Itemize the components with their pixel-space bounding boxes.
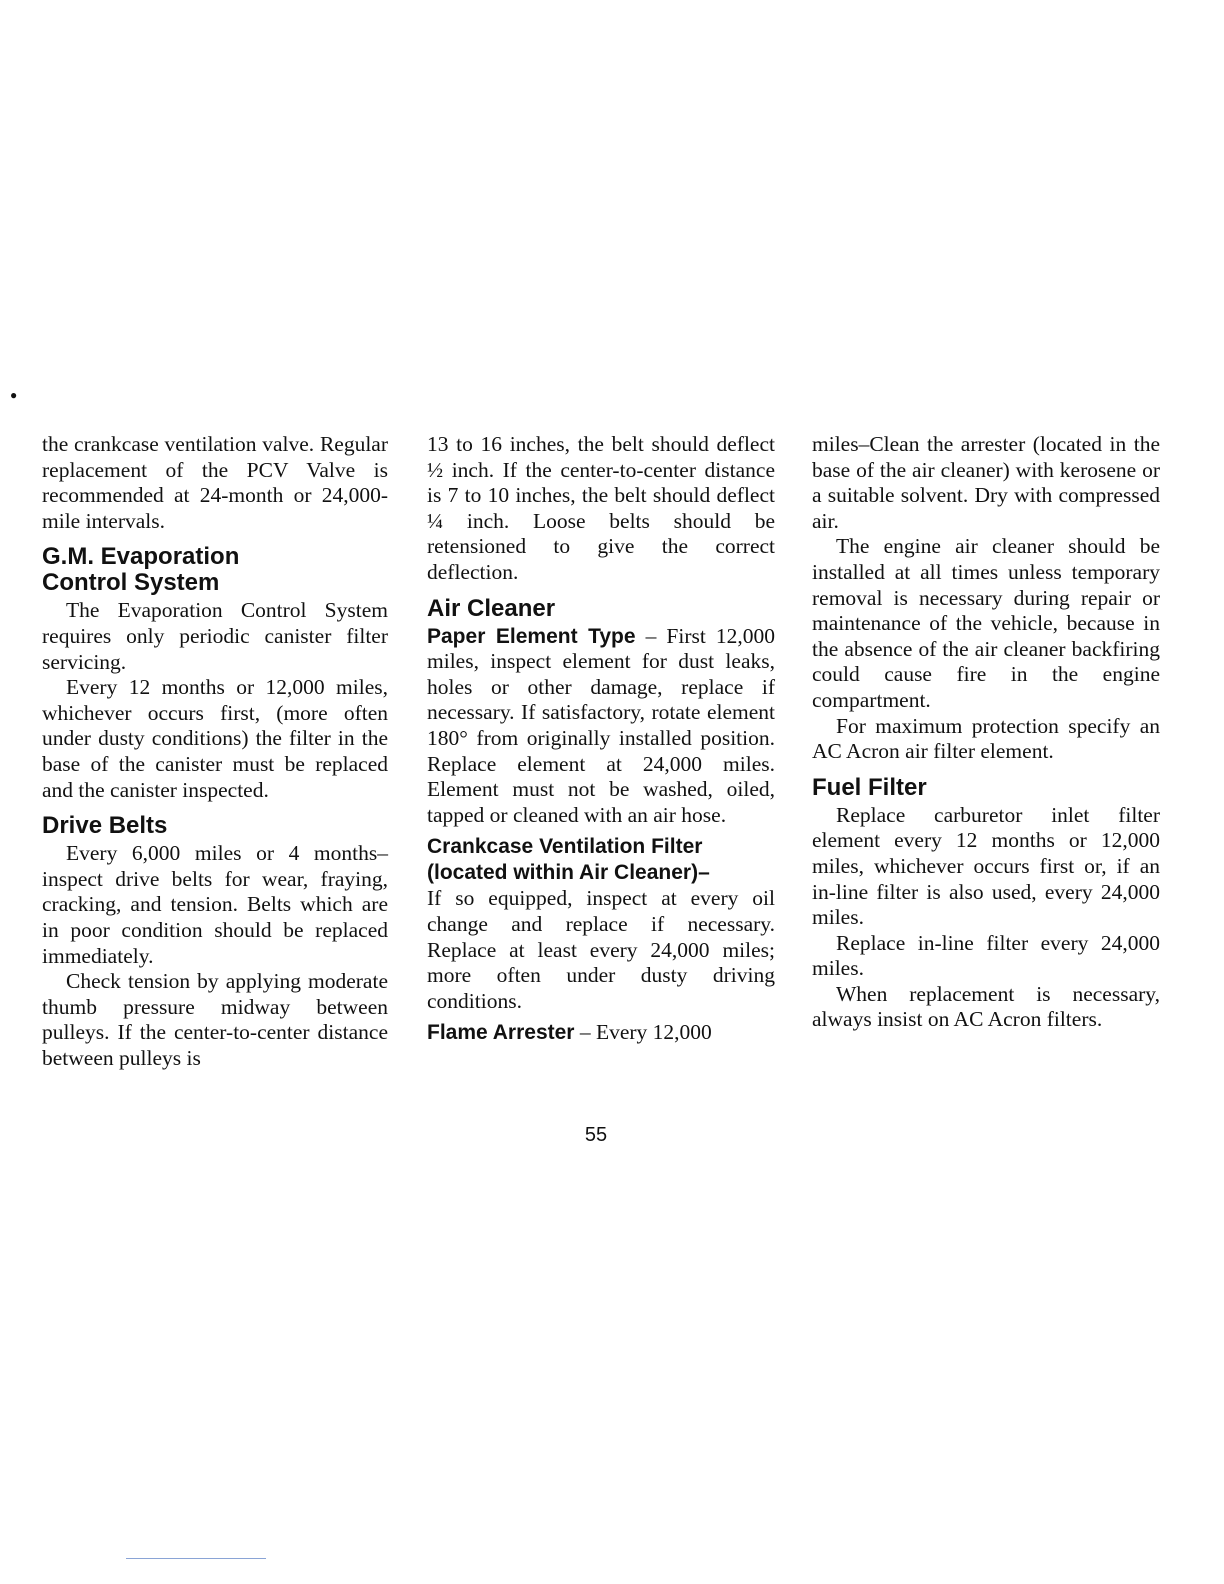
- heading-evaporation-control: [42, 544, 388, 596]
- paragraph: The engine air cleaner should be installed at all times unless temporary removal is necessary during repair or maintenance of the vehicle, because in the absence of the air cleaner backfiring could cause fire in the engine compartment.: [812, 534, 1160, 712]
- paragraph-flame-arrester: [427, 1020, 775, 1046]
- heading-line: G.M. Evaporation: [42, 543, 240, 571]
- page-number: 55: [584, 1124, 608, 1146]
- column-3: [812, 432, 1160, 1033]
- heading-line: Control System: [42, 569, 220, 597]
- paragraph: 13 to 16 inches, the belt should deflect ½ inch. If the center-to-center distance is 7 to 10 inches, the belt should deflect ¼ inch. Loose belts should be retensioned to give the correct deflection.: [427, 432, 775, 584]
- paragraph-text: – First 12,000 miles, inspect element for dust leaks, holes or other damage, replace if necessary. If satisfactory, rotate element 180° from originally installed position. Replace element at 24,000 miles. Element must not be washed, oiled, tapped or cleaned with an air hose.: [427, 623, 776, 827]
- paragraph: Every 12 months or 12,000 miles, whichever occurs first, (more often under dusty conditions) the filter in the base of the canister must be replaced and the canister inspected.: [42, 675, 388, 802]
- heading-fuel-filter: Fuel Filter: [812, 773, 927, 801]
- bullet-mark-icon: ●: [10, 388, 18, 402]
- paragraph: Check tension by applying moderate thumb pressure midway between pulleys. If the center-to-center distance between pulleys is: [42, 969, 388, 1070]
- paragraph: the crankcase ventilation valve. Regular replacement of the PCV Valve is recommended at 24-month or 24,000-mile intervals.: [42, 432, 388, 533]
- paragraph: Replace in-line filter every 24,000 miles.: [812, 930, 1160, 981]
- subheading-paper-element: Paper Element Type: [427, 624, 636, 648]
- paragraph: If so equipped, inspect at every oil change and replace if necessary. Replace at least every 24,000 miles; more often under dusty driving conditions.: [427, 886, 775, 1013]
- subheading-line: (located within Air Cleaner)–: [427, 861, 710, 885]
- subheading-crankcase-filter: [427, 834, 775, 886]
- paragraph: Replace carburetor inlet filter element every 12 months or 12,000 miles, whichever occurs first or, if an in-line filter is also used, every 24,000 miles.: [812, 802, 1160, 930]
- subheading-line: Crankcase Ventilation Filter: [427, 835, 703, 859]
- heading-drive-belts: Drive Belts: [42, 812, 168, 840]
- paragraph: When replacement is necessary, always insist on AC Acron filters.: [812, 981, 1160, 1032]
- footnote-rule: [126, 1558, 266, 1559]
- paragraph: The Evaporation Control System requires only periodic canister filter servicing.: [42, 598, 388, 674]
- paragraph: For maximum protection specify an AC Acron air filter element.: [812, 713, 1160, 764]
- subheading-flame-arrester: Flame Arrester: [427, 1021, 575, 1045]
- column-1: [42, 432, 388, 1071]
- paragraph: Every 6,000 miles or 4 months–inspect drive belts for wear, fraying, cracking, and tension. Belts which are in poor condition should be replaced immediately.: [42, 841, 388, 968]
- heading-air-cleaner: Air Cleaner: [427, 594, 556, 622]
- column-2: [427, 432, 775, 1046]
- paragraph: miles–Clean the arrester (located in the base of the air cleaner) with kerosene or a suitable solvent. Dry with compressed air.: [812, 432, 1160, 533]
- paragraph-text: – Every 12,000: [574, 1020, 712, 1045]
- paragraph-paper-element: [427, 624, 775, 829]
